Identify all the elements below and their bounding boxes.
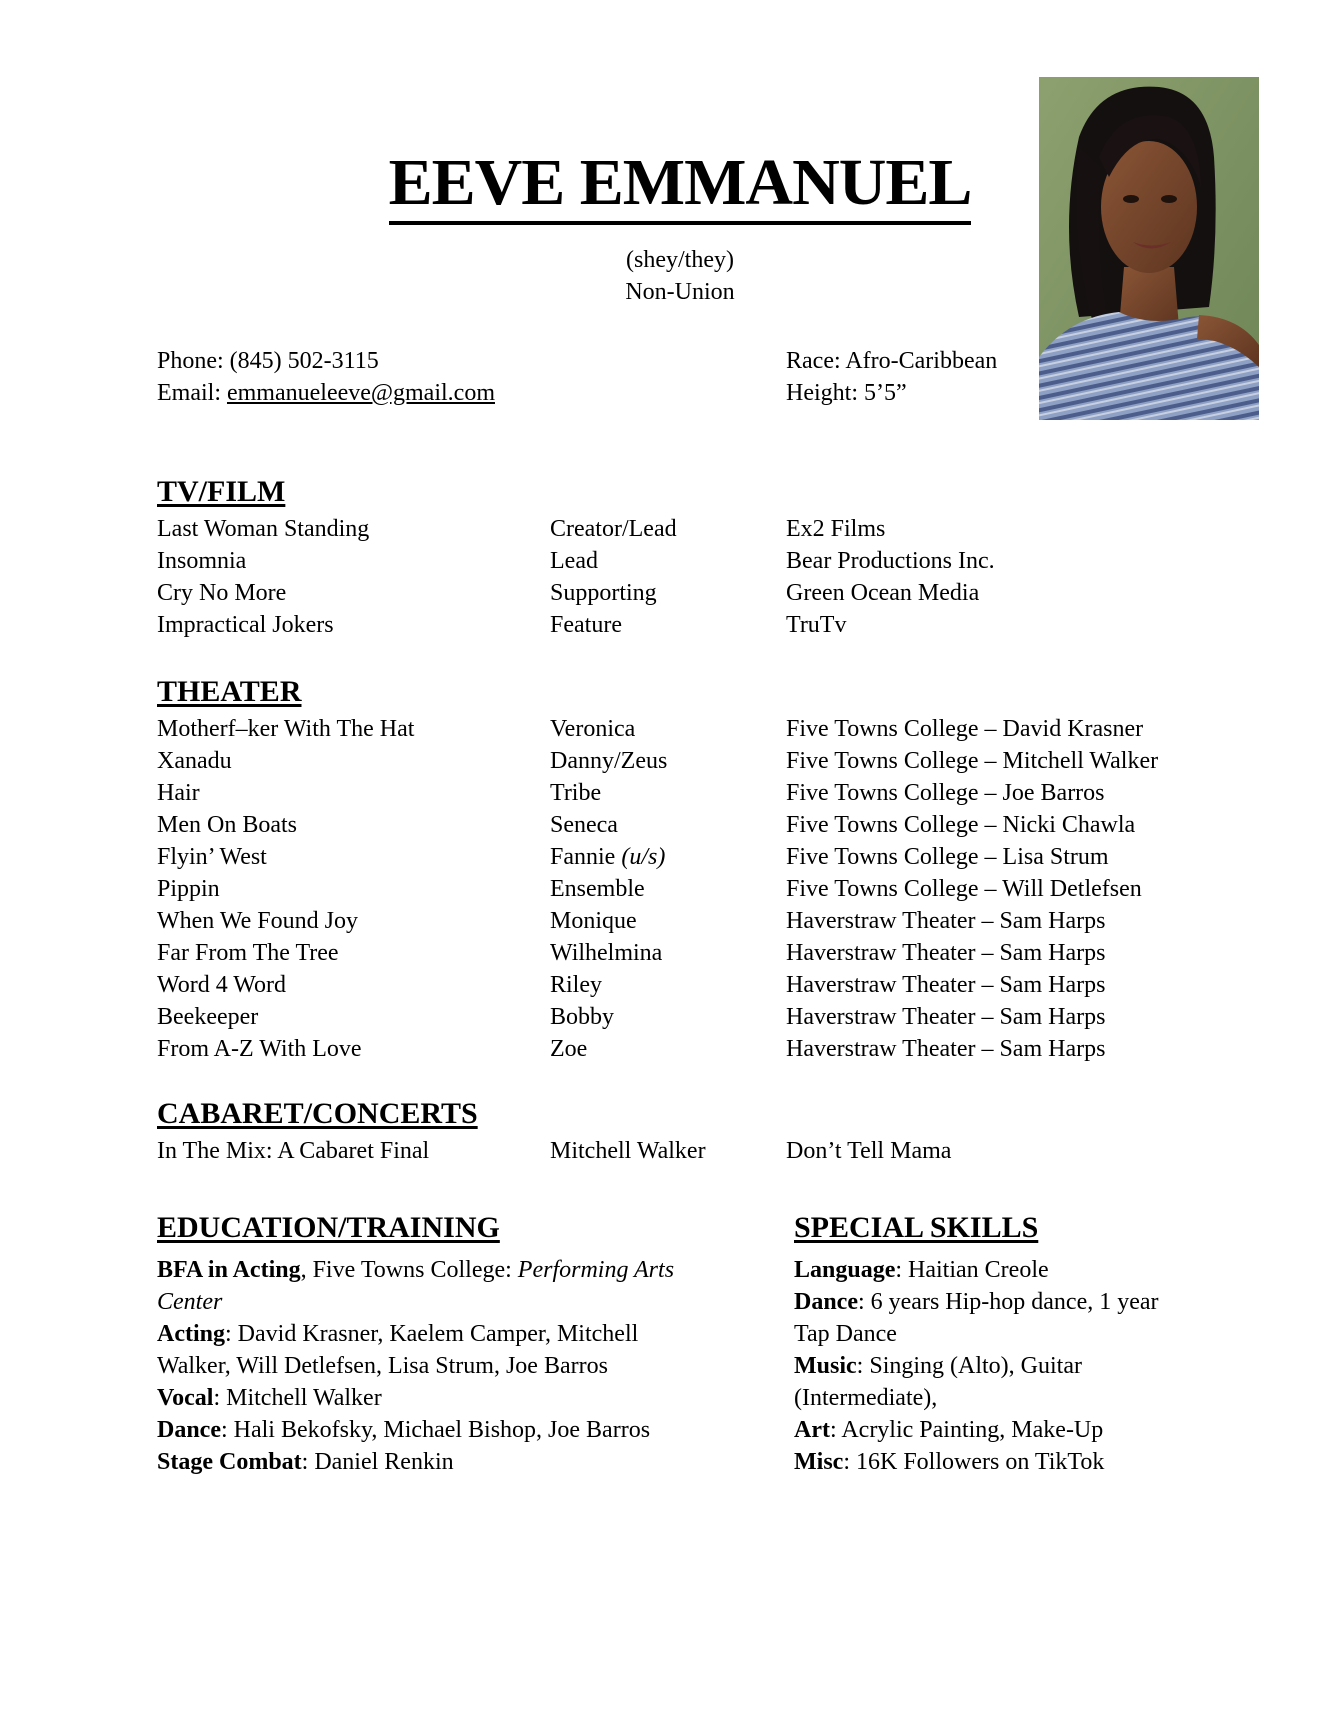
- actor-name: EEVE EMMANUEL: [320, 150, 1040, 216]
- phone: [157, 345, 379, 377]
- phone-value[interactable]: (845) 502-3115: [229, 348, 379, 374]
- credit-row: [157, 1135, 1217, 1167]
- credit-row: [157, 969, 1217, 1001]
- combat-label: Stage Combat: [157, 1449, 302, 1475]
- credit-role: Bobby: [550, 1004, 615, 1030]
- music-value: : Singing (Alto), Guitar (Intermediate),: [794, 1353, 1082, 1411]
- credit-row: [157, 841, 1217, 873]
- misc-value: : 16K Followers on TikTok: [843, 1449, 1105, 1475]
- combat-teachers: : Daniel Renkin: [301, 1449, 454, 1475]
- credit-project: Last Woman Standing: [157, 516, 370, 542]
- credit-project: In The Mix: A Cabaret Final: [157, 1138, 430, 1164]
- language-value: : Haitian Creole: [895, 1257, 1049, 1283]
- skill-misc: [794, 1446, 1174, 1478]
- credit-project: Impractical Jokers: [157, 612, 334, 638]
- credit-project: Pippin: [157, 876, 220, 902]
- credit-project: When We Found Joy: [157, 908, 358, 934]
- credit-role-text: Fannie: [550, 844, 622, 870]
- credit-role: Feature: [550, 612, 622, 638]
- credit-row: [157, 905, 1217, 937]
- credit-project: Motherf–ker With The Hat: [157, 716, 415, 742]
- theater-heading: THEATER: [157, 675, 302, 708]
- credit-company: Five Towns College – David Krasner: [786, 716, 1144, 742]
- credit-company: Green Ocean Media: [786, 580, 980, 606]
- credit-role: Riley: [550, 972, 602, 998]
- credit-row: [157, 745, 1217, 777]
- cabaret-list: [157, 1135, 1217, 1167]
- race-label: Race:: [786, 348, 846, 374]
- credit-project: Flyin’ West: [157, 844, 267, 870]
- credit-project: Far From The Tree: [157, 940, 339, 966]
- credit-role: Seneca: [550, 812, 618, 838]
- credit-project: Men On Boats: [157, 812, 297, 838]
- credit-role: Lead: [550, 548, 598, 574]
- credit-row: [157, 873, 1217, 905]
- acting-teachers: : David Krasner, Kaelem Camper, Mitchell Walker, Will Detlefsen, Lisa Strum, Joe Barros: [157, 1321, 639, 1379]
- credit-role: Ensemble: [550, 876, 645, 902]
- tvfilm-list: [157, 513, 1217, 641]
- cabaret-heading: CABARET/CONCERTS: [157, 1097, 478, 1130]
- acting-label: Acting: [157, 1321, 225, 1347]
- credit-row: [157, 1001, 1217, 1033]
- training-combat: [157, 1446, 697, 1478]
- credit-project: Cry No More: [157, 580, 287, 606]
- skill-art: [794, 1414, 1174, 1446]
- credit-company: Five Towns College – Nicki Chawla: [786, 812, 1136, 838]
- credit-role: Mitchell Walker: [550, 1138, 706, 1164]
- credit-company: TruTv: [786, 612, 847, 638]
- credit-role: Zoe: [550, 1036, 588, 1062]
- credit-company: Haverstraw Theater – Sam Harps: [786, 1036, 1106, 1062]
- union-status: Non-Union: [625, 279, 735, 305]
- credit-project: Beekeeper: [157, 1004, 259, 1030]
- training-dance: [157, 1414, 697, 1446]
- credit-row: [157, 545, 1217, 577]
- height-value: 5’5”: [864, 380, 907, 406]
- education-details: [157, 1254, 697, 1478]
- dance-label: Dance: [157, 1417, 221, 1443]
- pronouns: (shey/they): [626, 247, 734, 273]
- training-acting: [157, 1318, 697, 1382]
- art-value: : Acrylic Painting, Make-Up: [829, 1417, 1104, 1443]
- education-degree: [157, 1254, 697, 1318]
- race-value: Afro-Caribbean: [845, 348, 998, 374]
- education-heading: EDUCATION/TRAINING: [157, 1211, 500, 1244]
- credit-role: [550, 841, 665, 873]
- height-label: Height:: [786, 380, 864, 406]
- misc-label: Misc: [794, 1449, 844, 1475]
- credit-role: Supporting: [550, 580, 657, 606]
- skill-music: [794, 1350, 1174, 1414]
- skill-language: [794, 1254, 1174, 1286]
- skills-heading: SPECIAL SKILLS: [794, 1211, 1039, 1244]
- credit-company: Haverstraw Theater – Sam Harps: [786, 972, 1106, 998]
- credit-company: Bear Productions Inc.: [786, 548, 995, 574]
- credit-row: [157, 777, 1217, 809]
- credit-company: Haverstraw Theater – Sam Harps: [786, 1004, 1106, 1030]
- credit-company: Haverstraw Theater – Sam Harps: [786, 940, 1106, 966]
- dance-teachers: : Hali Bekofsky, Michael Bishop, Joe Barros: [220, 1417, 651, 1443]
- credit-project: Word 4 Word: [157, 972, 287, 998]
- skills-details: [794, 1254, 1174, 1478]
- credit-project: From A-Z With Love: [157, 1036, 362, 1062]
- theater-list: [157, 713, 1217, 1065]
- credit-role: Monique: [550, 908, 637, 934]
- race: [786, 345, 997, 377]
- credit-company: Five Towns College – Mitchell Walker: [786, 748, 1159, 774]
- phone-label: Phone:: [157, 348, 230, 374]
- credit-row: [157, 713, 1217, 745]
- credit-company: Five Towns College – Lisa Strum: [786, 844, 1109, 870]
- credit-company: Haverstraw Theater – Sam Harps: [786, 908, 1106, 934]
- credit-role: Tribe: [550, 780, 602, 806]
- credit-row: [157, 1033, 1217, 1065]
- vocal-label: Vocal: [157, 1385, 214, 1411]
- email: [157, 377, 495, 409]
- credit-company: Ex2 Films: [786, 516, 886, 542]
- credit-project: Insomnia: [157, 548, 247, 574]
- understudy-note: (u/s): [621, 844, 666, 870]
- headshot-photo: [1039, 77, 1259, 420]
- skill-dance-value: : 6 years Hip-hop dance, 1 year Tap Dance: [794, 1289, 1159, 1347]
- credit-row: [157, 609, 1217, 641]
- email-link[interactable]: emmanueleeve@gmail.com: [226, 380, 495, 406]
- training-vocal: [157, 1382, 697, 1414]
- credit-row: [157, 577, 1217, 609]
- degree-label: BFA in Acting: [157, 1257, 301, 1283]
- credit-row: [157, 937, 1217, 969]
- credit-company: Five Towns College – Joe Barros: [786, 780, 1105, 806]
- credit-role: Danny/Zeus: [550, 748, 668, 774]
- email-label: Email:: [157, 380, 227, 406]
- credit-project: Hair: [157, 780, 200, 806]
- language-label: Language: [794, 1257, 896, 1283]
- degree-program: Performing Arts Center: [157, 1257, 675, 1315]
- credit-row: [157, 513, 1217, 545]
- skill-dance-label: Dance: [794, 1289, 858, 1315]
- art-label: Art: [794, 1417, 830, 1443]
- credit-role: Wilhelmina: [550, 940, 663, 966]
- music-label: Music: [794, 1353, 857, 1379]
- credit-company: Don’t Tell Mama: [786, 1138, 952, 1164]
- credit-project: Xanadu: [157, 748, 232, 774]
- credit-row: [157, 809, 1217, 841]
- height: [786, 377, 907, 409]
- tvfilm-heading: TV/FILM: [157, 475, 286, 508]
- skill-dance: [794, 1286, 1174, 1350]
- degree-school: , Five Towns College:: [300, 1257, 518, 1283]
- vocal-teachers: : Mitchell Walker: [213, 1385, 382, 1411]
- credit-role: Veronica: [550, 716, 636, 742]
- credit-company: Five Towns College – Will Detlefsen: [786, 876, 1142, 902]
- credit-role: Creator/Lead: [550, 516, 677, 542]
